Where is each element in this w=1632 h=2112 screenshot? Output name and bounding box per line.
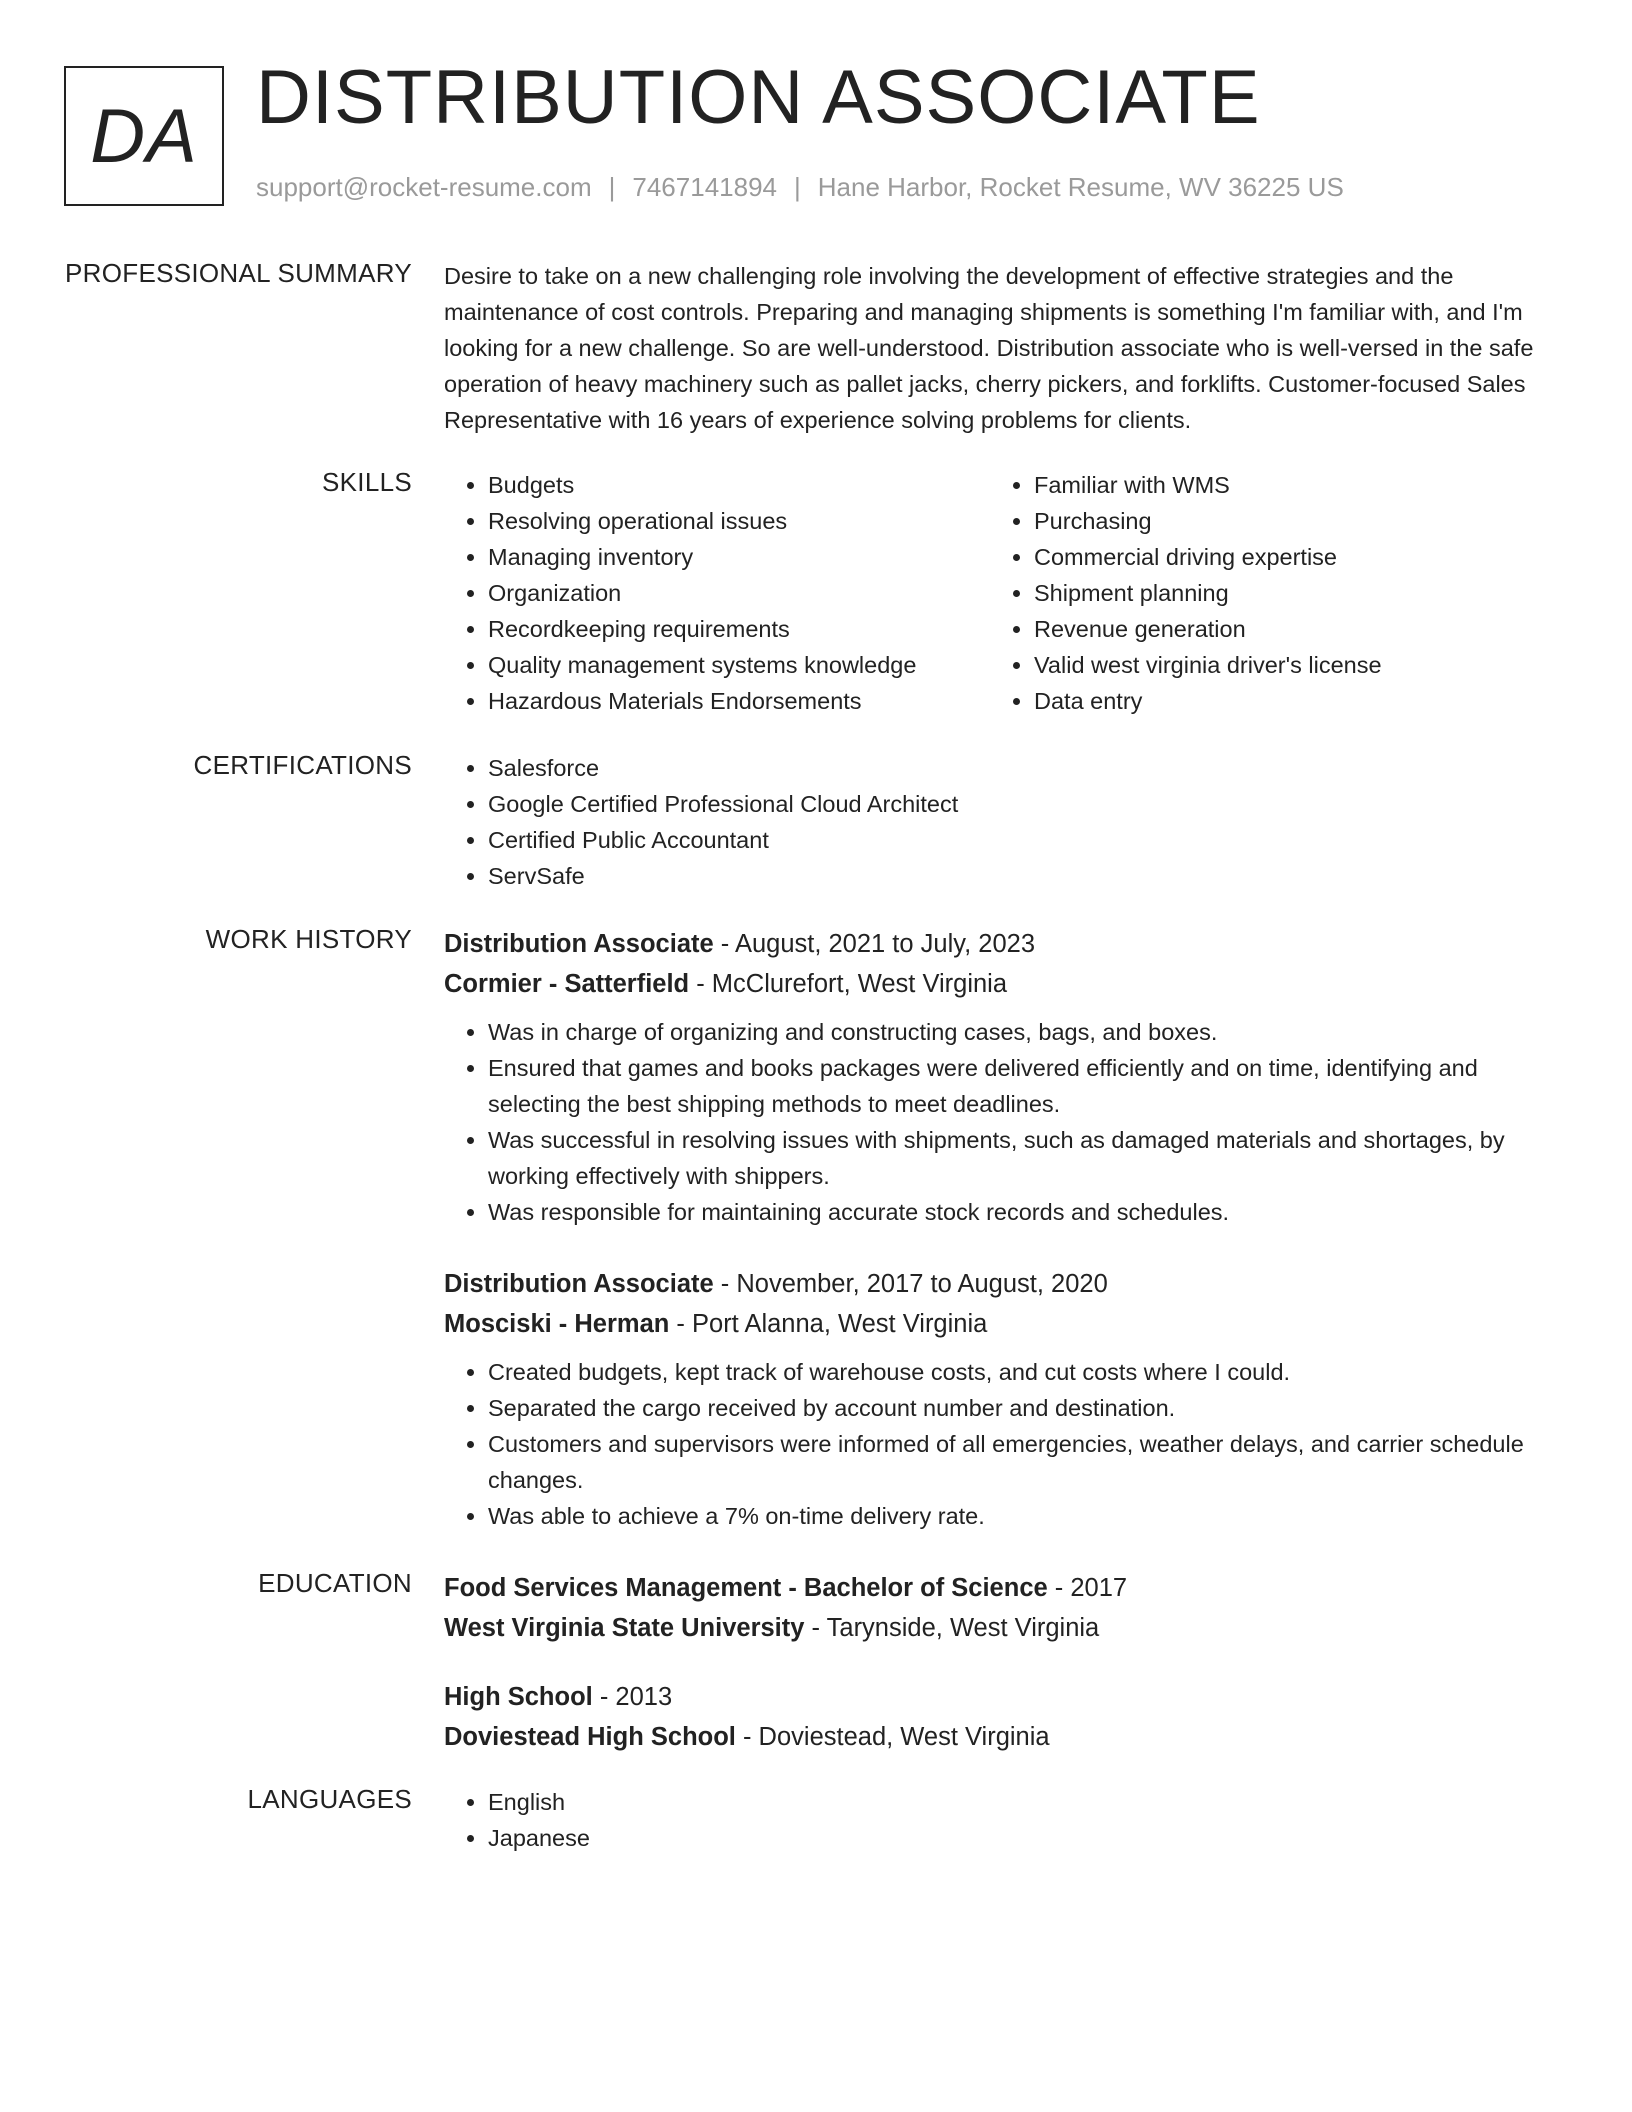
job-bullet: • Created budgets, kept track of warehouse costs, and cut costs where I could.	[488, 1354, 1560, 1390]
job-bullet: • Ensured that games and books packages were delivered efficiently and on time, identifying and selecting the best shipping methods to meet deadlines.	[488, 1050, 1560, 1122]
skill-item: • Recordkeeping requirements	[488, 611, 990, 647]
skill-item: • Valid west virginia driver's license	[1034, 647, 1536, 683]
certification-item: • ServSafe	[488, 858, 1560, 894]
section-label-skills: SKILLS	[322, 467, 412, 497]
company-location: - Port Alanna, West Virginia	[669, 1310, 988, 1338]
company-line	[444, 964, 1560, 1004]
education-entry	[444, 1677, 1560, 1757]
school-line	[444, 1717, 1560, 1757]
monogram-box	[64, 66, 224, 206]
contact-separator: |	[794, 172, 801, 202]
contact-email: support@rocket-resume.com	[256, 172, 592, 202]
contact-separator: |	[608, 172, 616, 202]
job-bullet: • Was in charge of organizing and constructing cases, bags, and boxes.	[488, 1014, 1560, 1050]
job-title: Distribution Associate	[444, 930, 714, 958]
skill-item: • Quality management systems knowledge	[488, 647, 990, 683]
job-bullet: • Was successful in resolving issues with shipments, such as damaged materials and shortages, by working effectively with shippers.	[488, 1122, 1560, 1194]
certification-item: • Google Certified Professional Cloud Architect	[488, 786, 1560, 822]
languages-list	[444, 1784, 1560, 1856]
job-entry	[444, 924, 1560, 1230]
section-label-work-history: WORK HISTORY	[205, 924, 412, 954]
certification-item: • Certified Public Accountant	[488, 822, 1560, 858]
school-location: - Doviestead, West Virginia	[735, 1723, 1050, 1751]
degree-year: - 2017	[1047, 1574, 1128, 1602]
certifications-list	[444, 750, 1560, 894]
section-label-certifications: CERTIFICATIONS	[193, 750, 412, 780]
job-title-line	[444, 924, 1560, 964]
school-location: - Tarynside, West Virginia	[804, 1614, 1100, 1642]
education-entry	[444, 1568, 1560, 1648]
skill-item: • Organization	[488, 575, 990, 611]
degree-name: Food Services Management - Bachelor of Science	[444, 1574, 1048, 1602]
job-bullet: • Was responsible for maintaining accurate stock records and schedules.	[488, 1194, 1560, 1230]
skill-item: • Resolving operational issues	[488, 503, 990, 539]
skill-item: • Data entry	[1034, 683, 1536, 719]
contact-address: Hane Harbor, Rocket Resume, WV 36225 US	[817, 172, 1344, 202]
skills-column-left	[444, 467, 990, 719]
job-bullet: • Separated the cargo received by account number and destination.	[488, 1390, 1560, 1426]
summary-text: Desire to take on a new challenging role involving the development of effective strategies and the maintenance of cost controls. Preparing and managing shipments is something I'm familiar with, and I'm looking for a new challenge. So are well-understood. Distribution associate who is well-versed in the safe operation of heavy machinery such as pallet jacks, cherry pickers, and forklifts. Customer-focused Sales Representative with 16 years of experience solving problems for clients.	[444, 263, 1534, 433]
job-bullet: • Customers and supervisors were informed of all emergencies, weather delays, and carrier schedule changes.	[488, 1426, 1560, 1498]
school-name: Doviestead High School	[444, 1723, 736, 1751]
company-name: Cormier - Satterfield	[444, 970, 690, 998]
section-label-education: EDUCATION	[258, 1568, 412, 1598]
skill-item: • Managing inventory	[488, 539, 990, 575]
skill-item: • Familiar with WMS	[1034, 467, 1536, 503]
language-item: • Japanese	[488, 1820, 1560, 1856]
job-dates: - November, 2017 to August, 2020	[713, 1270, 1108, 1298]
degree-line	[444, 1568, 1560, 1608]
school-line	[444, 1608, 1560, 1648]
candidate-name: DISTRIBUTION ASSOCIATE	[256, 55, 1261, 140]
job-title: Distribution Associate	[444, 1270, 714, 1298]
skills-list	[444, 467, 1560, 719]
language-item: • English	[488, 1784, 1560, 1820]
section-label-summary: PROFESSIONAL SUMMARY	[65, 258, 412, 288]
degree-name: High School	[444, 1683, 593, 1711]
skill-item: • Shipment planning	[1034, 575, 1536, 611]
certification-item: • Salesforce	[488, 750, 1560, 786]
skill-item: • Budgets	[488, 467, 990, 503]
job-dates: - August, 2021 to July, 2023	[713, 930, 1036, 958]
job-title-line	[444, 1264, 1560, 1304]
skill-item: • Commercial driving expertise	[1034, 539, 1536, 575]
monogram-initials: DA	[90, 93, 198, 179]
job-entry	[444, 1264, 1560, 1534]
company-location: - McClurefort, West Virginia	[689, 970, 1008, 998]
job-bullets	[444, 1354, 1560, 1534]
skills-column-right	[990, 467, 1536, 719]
skill-item: • Purchasing	[1034, 503, 1536, 539]
contact-phone: 7467141894	[632, 172, 777, 202]
school-name: West Virginia State University	[444, 1614, 805, 1642]
degree-year: - 2013	[592, 1683, 673, 1711]
section-label-languages: LANGUAGES	[247, 1784, 412, 1814]
contact-line	[256, 172, 1344, 203]
skill-item: • Hazardous Materials Endorsements	[488, 683, 990, 719]
company-line	[444, 1304, 1560, 1344]
degree-line	[444, 1677, 1560, 1717]
company-name: Mosciski - Herman	[444, 1310, 670, 1338]
job-bullets	[444, 1014, 1560, 1230]
job-bullet: • Was able to achieve a 7% on-time delivery rate.	[488, 1498, 1560, 1534]
skill-item: • Revenue generation	[1034, 611, 1536, 647]
